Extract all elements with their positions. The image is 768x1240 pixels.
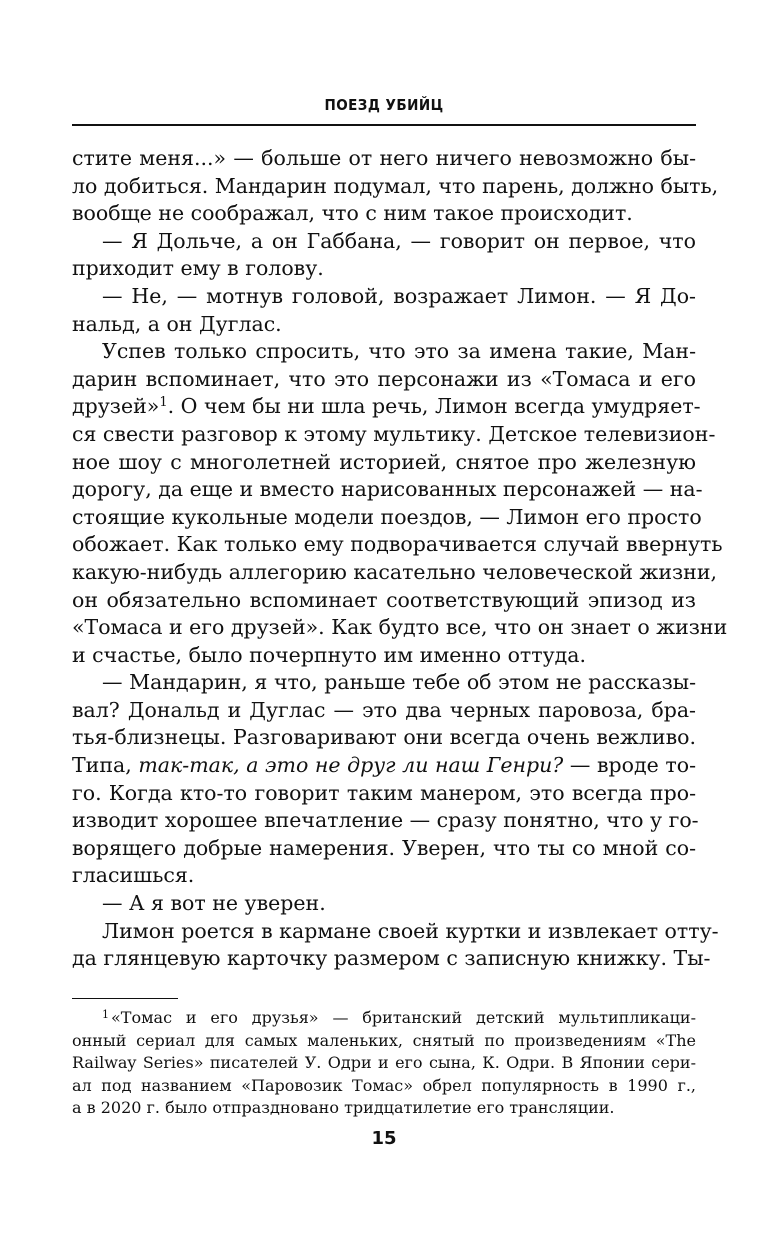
body-line: стоящие кукольные модели поездов, — Лимон его просто — [72, 504, 702, 529]
body-line: вообще не соображал, что с ним такое происходит. — [72, 201, 633, 226]
text-segment: . О чем бы ни шла речь, Лимон всегда умудряет- — [167, 394, 701, 419]
text-segment: друзей» — [72, 394, 160, 419]
body-line — [72, 752, 696, 780]
body-line: Лимон роется в кармане своей куртки и извлекает отту- — [102, 918, 719, 943]
page-number: 15 — [371, 1128, 397, 1149]
body-line: — Мандарин, я что, раньше тебе об этом не рассказы- — [102, 670, 696, 695]
footnote-text: Railway Series» писателей У. Одри и его сына, К. Одри. В Японии сери- — [72, 1053, 696, 1072]
body-line: да глянцевую карточку размером с записную книжку. Ты- — [72, 946, 711, 971]
footnote-line — [72, 1030, 696, 1053]
body-line: Успев только спросить, что это за имена такие, Ман- — [102, 339, 696, 364]
body-line: «Томаса и его друзей». Как будто все, что он знает о жизни — [72, 615, 728, 640]
body-line: вал? Дональд и Дуглас — это два черных паровоза, бра- — [72, 697, 696, 722]
body-line: изводит хорошее впечатление — сразу понятно, что у го- — [72, 808, 699, 833]
footnote-line — [72, 1075, 696, 1098]
body-line: нальд, а он Дуглас. — [72, 311, 282, 336]
body-line: приходит ему в голову. — [72, 256, 324, 281]
body-line: дорогу, да еще и вместо нарисованных персонажей — на- — [72, 477, 703, 502]
body-line: — А я вот не уверен. — [102, 891, 326, 916]
footnote-rule — [72, 998, 178, 999]
footnote-text: а в 2020 г. было отпраздновано тридцатилетие его трансляции. — [72, 1098, 615, 1117]
footnote-reference: 1 — [159, 395, 168, 411]
body-line: — Я Дольче, а он Габбана, — говорит он первое, что — [102, 228, 696, 253]
body-line — [72, 393, 701, 421]
text-segment: — вроде то- — [563, 753, 696, 778]
body-line: ло добиться. Мандарин подумал, что парень, должно быть, — [72, 173, 719, 198]
body-line: какую-нибудь аллегорию касательно человеческой жизни, — [72, 559, 718, 584]
text-segment: Типа, — [72, 753, 139, 778]
footnote-text: ал под названием «Паровозик Томас» обрел популярность в 1990 г., — [72, 1075, 696, 1095]
body-line: тья-близнецы. Разговаривают они всегда очень вежливо. — [72, 725, 696, 750]
body-line: — Не, — мотнув головой, возражает Лимон. — Я До- — [102, 283, 696, 308]
body-line: ся свести разговор к этому мультику. Детское телевизион- — [72, 421, 716, 446]
running-header: ПОЕЗД УБИЙЦ — [324, 96, 444, 114]
body-text — [72, 145, 728, 973]
body-line: стите меня...» — больше от него ничего невозможно бы- — [72, 146, 696, 170]
footnote-text: «Томас и его друзья» — британский детский мультипликаци- — [111, 1008, 696, 1027]
body-line: он обязательно вспоминает соответствующий эпизод из — [72, 587, 696, 612]
body-line: и счастье, было почерпнуто им именно оттуда. — [72, 642, 587, 667]
footnote-line — [72, 1004, 696, 1030]
body-line: дарин вспоминает, что это персонажи из «Томаса и его — [72, 366, 696, 391]
header-rule — [72, 124, 696, 126]
footnote-marker: 1 — [102, 1008, 109, 1021]
body-line: ворящего добрые намерения. Уверен, что ты со мной со- — [72, 835, 696, 860]
body-line: обожает. Как только ему подворачивается случай ввернуть — [72, 532, 723, 557]
italic-phrase: так-так, а это не друг ли наш Генри? — [138, 753, 564, 778]
body-line: го. Когда кто-то говорит таким манером, это всегда про- — [72, 780, 696, 805]
body-line: гласишься. — [72, 863, 195, 888]
footnote-line — [72, 1097, 696, 1120]
footnote-line — [72, 1052, 696, 1075]
body-line: ное шоу с многолетней историей, снятое про железную — [72, 449, 696, 474]
footnote-text: онный сериал для самых маленьких, снятый по произведениям «The — [72, 1030, 696, 1050]
footnote — [72, 1004, 696, 1120]
